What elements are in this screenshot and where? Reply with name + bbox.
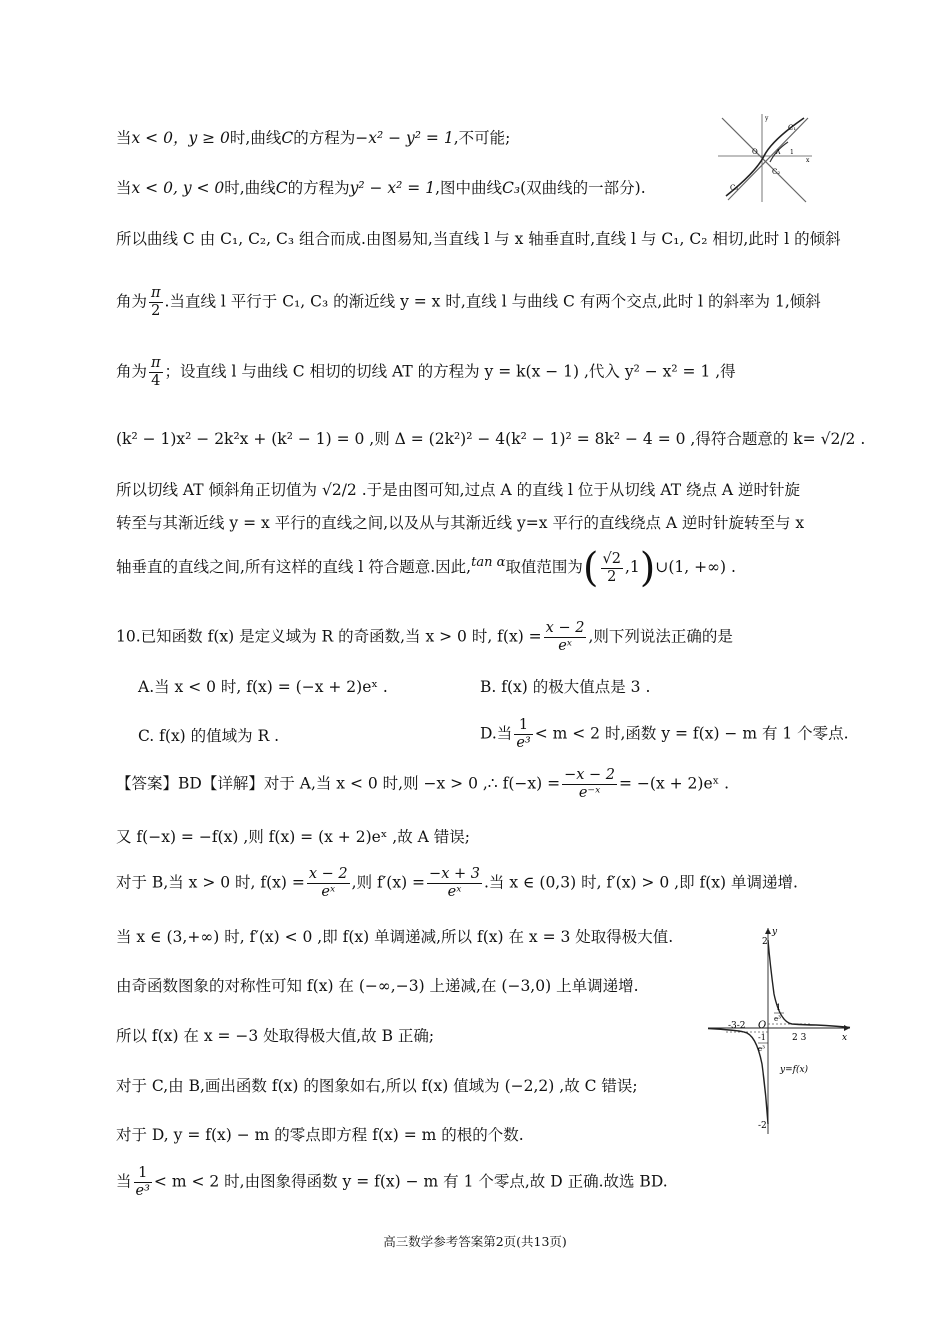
- fig2-x-label: x: [842, 1033, 848, 1043]
- solution-line-1: 当x < 0，y ≥ 0时,曲线C的方程为−x² − y² = 1,不可能;: [116, 129, 511, 147]
- solution-line-4: 角为 $\frac{\pi}{2}$ .当直线 l 平行于 C₁, C₃ 的渐近线 y = x 时,直线 l 与曲线 C 有两个交点,此时 l 的斜率为 1,倾斜: [116, 285, 821, 319]
- math-condition: x < 0，y ≥ 0: [131, 129, 230, 147]
- curve-figure: [716, 112, 814, 204]
- fig1-y-label: y: [765, 115, 769, 122]
- option-c: C. f(x) 的值域为 R .: [138, 727, 280, 745]
- answer-line-1: 【答案】BD【详解】对于 A,当 x < 0 时,则 −x > 0 ,∴ f(−x) = $\frac{-x - 2}{\text{e⁻ˣ}}$ = −(x + 2)eˣ .: [116, 767, 730, 801]
- fig1-c2-label: C₂: [772, 168, 781, 176]
- fig1-one-label: 1: [790, 149, 794, 156]
- option-a: A.当 x < 0 时, f(x) = (−x + 2)eˣ .: [138, 678, 388, 696]
- fig1-c1-label: C₁: [788, 124, 797, 132]
- fig2-origin-label: O: [758, 1020, 767, 1031]
- fraction-1-over-e3: $\frac{1}{\text{e³}}$: [135, 1165, 150, 1199]
- answer-line-5: 由奇函数图象的对称性可知 f(x) 在 (−∞,−3) 上递减,在 (−3,0) 上单调递增.: [116, 977, 639, 995]
- fig1-a-label: A: [776, 149, 781, 156]
- solution-line-5: 角为 $\frac{\pi}{4}$ ；设直线 l 与曲线 C 相切的切线 AT 的方程为 y = k(x − 1) ,代入 y² − x² = 1 ,得: [116, 355, 736, 389]
- fig2-neg-ticks: -3-2: [728, 1021, 746, 1031]
- fraction-root2-over-2: $\frac{√2}{2}$: [602, 550, 621, 585]
- solution-line-2: 当x < 0, y < 0时,曲线C的方程为y² − x² = 1,图中曲线C₃(双曲线的一部分).: [116, 179, 646, 197]
- fig2-neg-inv-den: e³: [758, 1045, 765, 1053]
- function-graph: [706, 924, 852, 1136]
- answer-line-4: 当 x ∈ (3,+∞) 时, f′(x) < 0 ,即 f(x) 单调递减,所以 f(x) 在 x = 3 处取得极大值.: [116, 928, 674, 946]
- fraction-1-over-e3: $\frac{1}{\text{e³}}$: [516, 717, 531, 751]
- fraction-fx: $\frac{x - 2}{\text{eˣ}}$: [545, 620, 585, 654]
- solution-line-8: 转至与其渐近线 y = x 平行的直线之间,以及从与其渐近线 y=x 平行的直线绕点 A 逆时针旋转至与 x: [116, 514, 805, 532]
- fig2-neg-inv-num: -1: [758, 1033, 766, 1042]
- fraction-pi-over-4: $\frac{\pi}{4}$: [151, 355, 161, 389]
- fig1-origin-label: O: [752, 148, 758, 156]
- fraction-fx-pos: $\frac{x - 2}{\text{eˣ}}$: [308, 866, 348, 900]
- math-curve-c3: C₃: [502, 179, 521, 197]
- fraction-f-neg-x: $\frac{-x - 2}{\text{e⁻ˣ}}$: [564, 767, 615, 801]
- paren-right: ): [639, 545, 656, 591]
- answer-line-8: 对于 D, y = f(x) − m 的零点即方程 f(x) = m 的根的个数.: [116, 1126, 524, 1144]
- solution-line-7: 所以切线 AT 倾斜角正切值为 √2/2 .于是由图可知,过点 A 的直线 l 位于从切线 AT 绕点 A 逆时针旋: [116, 481, 801, 499]
- math-equation: −x² − y² = 1: [355, 129, 454, 147]
- answer-line-6: 所以 f(x) 在 x = −3 处取得极大值,故 B 正确;: [116, 1027, 435, 1045]
- page-footer: 高三数学参考答案第2页(共13页): [383, 1234, 567, 1249]
- tan-alpha: tan α: [471, 554, 506, 570]
- solution-line-6: (k² − 1)x² − 2k²x + (k² − 1) = 0 ,则 Δ = (2k²)² − 4(k² − 1)² = 8k² − 4 = 0 ,得符合题意的 k= √2/2 .: [116, 430, 866, 448]
- paren-left: (: [582, 545, 599, 591]
- fraction-f-prime: $\frac{-x + 3}{\text{eˣ}}$: [429, 866, 480, 900]
- option-b: B. f(x) 的极大值点是 3 .: [480, 678, 651, 696]
- solution-line-9: 轴垂直的直线之间,所有这样的直线 l 符合题意.因此,$^{tan \alpha}$取值范围为( $\frac{√2}{2}$ ,1)∪(1, +∞) .: [116, 545, 736, 591]
- solution-line-3: 所以曲线 C 由 C₁, C₂, C₃ 组合而成.由图易知,当直线 l 与 x 轴垂直时,直线 l 与 C₁, C₂ 相切,此时 l 的倾斜: [116, 230, 841, 248]
- option-d: D.当 $\frac{1}{\text{e³}}$ < m < 2 时,函数 y = f(x) − m 有 1 个零点.: [480, 717, 849, 751]
- fig2-inv-e3-num: 1: [776, 1003, 782, 1012]
- answer-line-7: 对于 C,由 B,画出函数 f(x) 的图象如右,所以 f(x) 值域为 (−2,2) ,故 C 错误;: [116, 1077, 638, 1095]
- math-curve-c: C: [275, 179, 288, 197]
- fig2-neg-two-label: -2: [758, 1121, 767, 1131]
- question-10-stem: 10.已知函数 f(x) 是定义域为 R 的奇函数,当 x > 0 时, f(x) = $\frac{x - 2}{\text{eˣ}}$ ,则下列说法正确的是: [116, 620, 733, 654]
- fig1-x-label: x: [806, 157, 810, 164]
- answer-line-3: 对于 B,当 x > 0 时, f(x) = $\frac{x - 2}{\text{eˣ}}$ ,则 f′(x) = $\frac{-x + 3}{\text{eˣ}}$ .当 x ∈ (0,3) 时, f′(x) > 0 ,即 f(x) 单调递增.: [116, 866, 798, 900]
- fig2-function-label: y=f(x): [780, 1065, 809, 1075]
- math-condition: x < 0, y < 0: [131, 179, 225, 197]
- answer-line-2: 又 f(−x) = −f(x) ,则 f(x) = (x + 2)eˣ ,故 A 错误;: [116, 828, 470, 846]
- fig1-c3-label: C₃: [730, 184, 739, 192]
- math-curve-c: C: [281, 129, 294, 147]
- fig2-inv-e3-den: e³: [774, 1015, 781, 1023]
- fig2-y-label: y: [772, 927, 778, 937]
- math-equation: y² − x² = 1: [349, 179, 436, 197]
- fraction-pi-over-2: $\frac{\pi}{2}$: [151, 285, 161, 319]
- fig2-two-label: 2: [762, 937, 768, 947]
- fig2-pos-ticks: 2 3: [792, 1033, 807, 1043]
- answer-line-9: 当 $\frac{1}{\text{e³}}$ < m < 2 时,由图象得函数 y = f(x) − m 有 1 个零点,故 D 正确.故选 BD.: [116, 1165, 668, 1199]
